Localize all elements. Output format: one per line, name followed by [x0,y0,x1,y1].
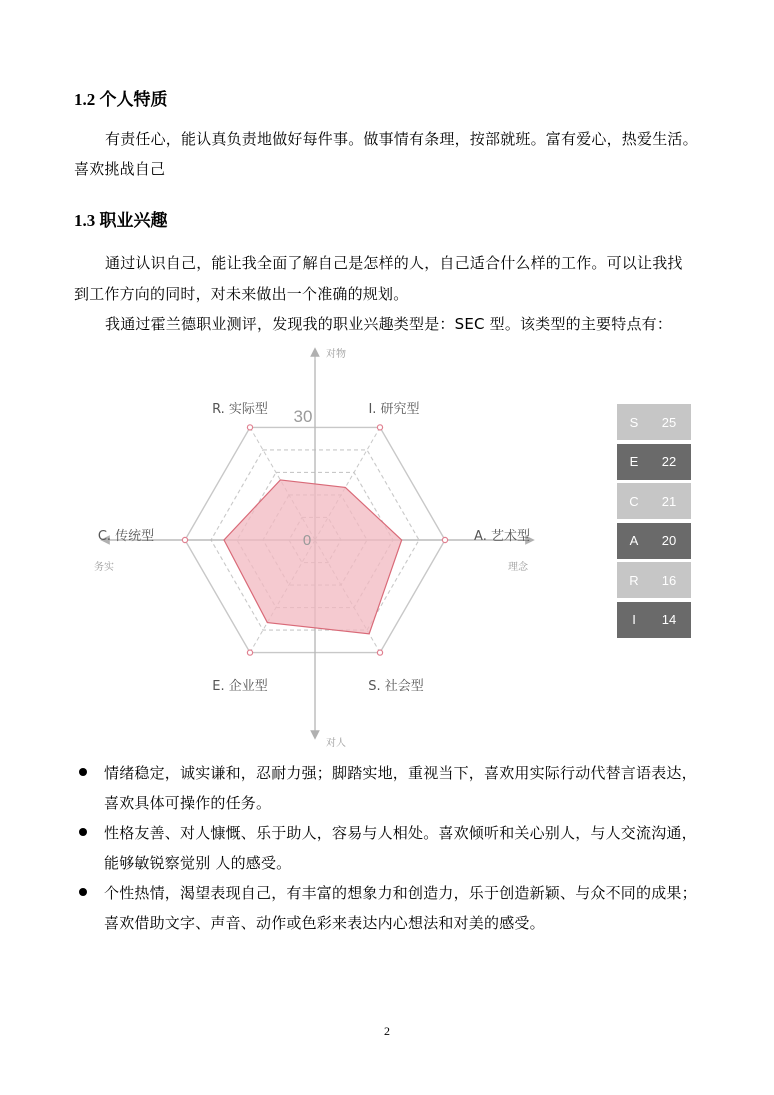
score-polygon [224,480,402,634]
score-row-a [617,523,691,559]
page-number: 2 [384,1024,390,1038]
section-heading-personal-traits: 1.2 个人特质 [74,90,168,109]
direction-label-top: 对物 [326,349,346,360]
score-value: 22 [661,454,677,470]
tick-label-max: 30 [293,407,313,426]
bullet-icon [79,888,87,896]
score-value: 20 [661,533,677,549]
bullet-line: 性格友善、对人慷慨、乐于助人，容易与人相处。喜欢倾听和关心别人，与人交流沟通， [104,824,697,842]
direction-label-bottom: 对人 [326,738,346,749]
paragraph-line: 有责任心，能认真负责地做好每件事。做事情有条理，按部就班。富有爱心，热爱生活。 [105,130,698,148]
paragraph-line: 我通过霍兰德职业测评，发现我的职业兴趣类型是：SEC 型。该类型的主要特点有： [105,315,673,333]
paragraph-line: 通过认识自己，能让我全面了解自己是怎样的人，自己适合什么样的工作。可以让我找 [105,254,683,272]
holland-radar-chart [80,340,550,750]
section-heading-career-interest: 1.3 职业兴趣 [74,211,168,230]
radar-vertex-dot [247,650,252,655]
direction-label-left: 务实 [94,562,114,573]
bullet-icon [79,768,87,776]
direction-label-right: 理念 [508,562,528,573]
axis-label-enterprising: E. 企业型 [212,679,268,694]
score-row-r [617,562,691,598]
score-type: A [629,533,639,549]
bullet-icon [79,828,87,836]
axis-label-realistic: R. 实际型 [212,402,268,417]
radar-vertex-dot [247,425,252,430]
radar-vertex-dot [182,537,187,542]
bullet-line: 能够敏锐察觉别 人的感受。 [104,854,292,872]
paragraph-line: 喜欢挑战自己 [74,160,166,178]
score-row-c [617,483,691,519]
radar-vertex-dot [377,650,382,655]
score-type: R [629,572,639,588]
bullet-line: 情绪稳定，诚实谦和，忍耐力强；脚踏实地，重视当下，喜欢用实际行动代替言语表达， [104,764,697,782]
score-value: 16 [661,572,677,588]
radar-vertex-dot [442,537,447,542]
bullet-line: 个性热情，渴望表现自己，有丰富的想象力和创造力，乐于创造新颖、与众不同的成果； [104,884,697,902]
score-type: C [629,493,639,509]
axis-label-artistic: A. 艺术型 [474,529,530,544]
score-type: S [629,414,639,430]
score-value: 21 [661,493,677,509]
axis-label-social: S. 社会型 [368,679,424,694]
score-value: 14 [661,612,677,628]
score-type: E [629,454,639,470]
score-row-i [617,602,691,638]
radar-vertex-dot [377,425,382,430]
bullet-line: 喜欢具体可操作的任务。 [104,794,272,812]
score-value: 25 [661,414,677,430]
axis-label-investigative: I. 研究型 [368,402,420,417]
score-type: I [632,612,636,628]
score-row-e [617,444,691,480]
bullet-line: 喜欢借助文字、声音、动作或色彩来表达内心想法和对美的感受。 [104,914,545,932]
score-table [617,404,691,642]
axis-label-conventional: C. 传统型 [97,529,155,544]
score-row-s [617,404,691,440]
paragraph-line: 到工作方向的同时，对未来做出一个准确的规划。 [74,285,409,303]
tick-label-zero: 0 [302,532,312,549]
